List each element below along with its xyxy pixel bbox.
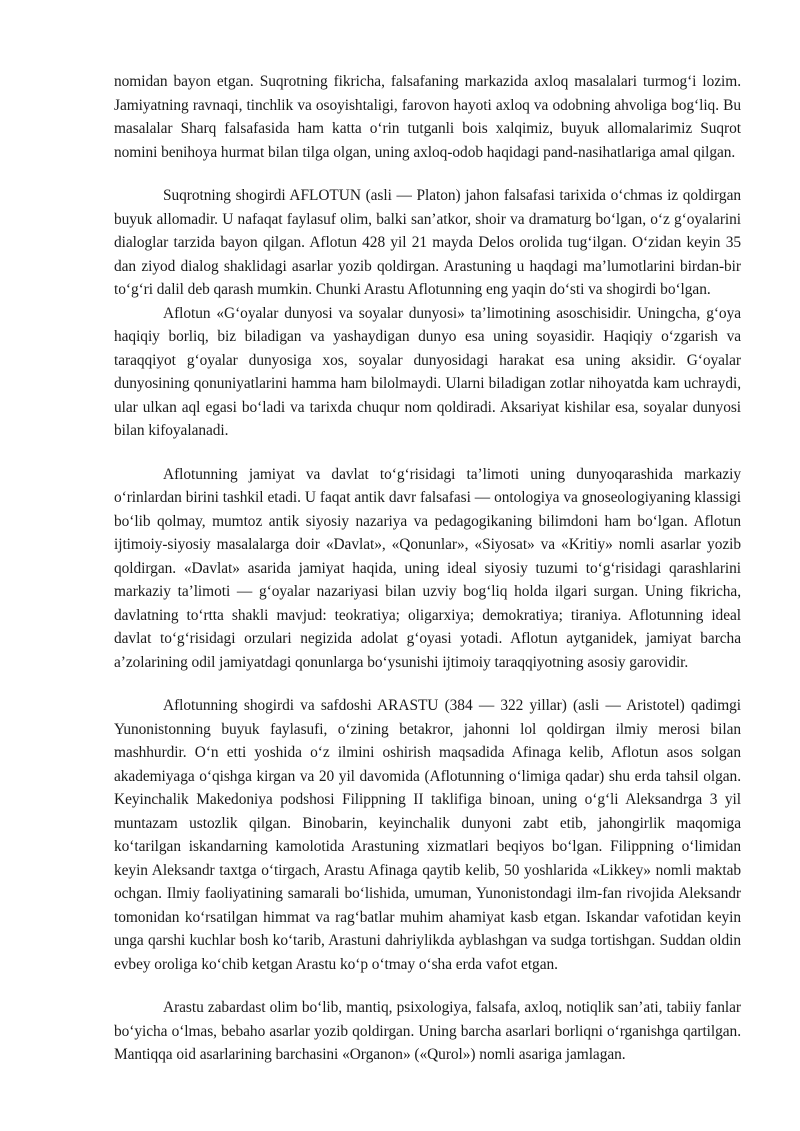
paragraph-spacer bbox=[114, 976, 741, 996]
paragraph-spacer bbox=[114, 164, 741, 184]
document-page bbox=[114, 70, 741, 1067]
paragraph-spacer bbox=[114, 674, 741, 694]
paragraph-continuation: nomidan bayon etgan. Suqrotning fikricha, falsafaning markazida axloq masalalari turmogʻi lozim. Jamiyatning ravnaqi, tinchlik va osoyishtaligi, farovon hayoti axloq va odobning ahvoliga bogʻliq. Bu masalalar Sharq falsafasida ham katta oʻrin tutganli bois xalqimiz, buyuk allomalarimiz Suqrot nomini benihoya hurmat bilan tilga olgan, uning axloq-odob haqidagi pand-nasihatlariga amal qilgan. bbox=[114, 73, 741, 161]
paragraph-arastu-works: Arastu zabardast olim boʻlib, mantiq, psixologiya, falsafa, axloq, notiqlik san’ati, tabiiy fanlar boʻyicha oʻlmas, bebaho asarlar yozib qoldirgan. Uning barcha asarlari borliqni oʻrganishga qartilgan. Mantiqqa oid asarlarining barchasini «Organon» («Qurol») nomli asariga jamlagan. bbox=[114, 999, 741, 1063]
paragraph-aflotun-intro: Suqrotning shogirdi AFLOTUN (asli — Platon) jahon falsafasi tarixida oʻchmas iz qoldirgan buyuk allomadir. U nafaqat faylasuf olim, balki san’atkor, shoir va dramaturg boʻlgan, oʻz gʻoyalarini dialoglar tarzida bayon qilgan. Aflotun 428 yil 21 mayda Delos orolida tugʻilgan. Oʻzidan keyin 35 dan ziyod dialog shaklidagi asarlar yozib qoldirgan. Arastuning u haqdagi ma’lumotlarini birdan-bir toʻgʻri dalil deb qarash mumkin. Chunki Arastu Aflotunning eng yaqin doʻsti va shogirdi boʻlgan. bbox=[114, 187, 741, 298]
paragraph-spacer bbox=[114, 443, 741, 463]
paragraph-arastu-biography: Aflotunning shogirdi va safdoshi ARASTU (384 — 322 yillar) (asli — Aristotel) qadimgi Yunonistonning buyuk faylasufi, oʻzining betakror, jahonni lol qoldirgan ilmiy merosi bilan mashhurdir. Oʻn etti yoshida oʻz ilmini oshirish maqsadida Afinaga kelib, Aflotun asos solgan akademiyaga oʻqishga kirgan va 20 yil davomida (Aflotunning oʻlimiga qadar) shu erda tahsil olgan. Keyinchalik Makedoniya podshosi Filippning II taklifiga binoan, uning oʻgʻli Aleksandrga 3 yil muntazam ustozlik qilgan. Binobarin, keyinchalik dunyoni zabt etib, jahongirlik maqomiga koʻtarilgan iskandarning kamolotida Arastuning xizmatlari beqiyos boʻlgan. Filippning oʻlimidan keyin Aleksandr taxtga oʻtirgach, Arastu Afinaga qaytib kelib, 50 yoshlarida «Likkey» nomli maktab ochgan. Ilmiy faoliyatining samarali boʻlishida, umuman, Yunonistondagi ilm-fan rivojida Aleksandr tomonidan koʻrsatilgan himmat va ragʻbatlar muhim ahamiyat kasb etgan. Iskandar vafotidan keyin unga qarshi kuchlar bosh koʻtarib, Arastuni dahriylikda ayblashgan va sudga tortishgan. Suddan oldin evbey oroliga koʻchib ketgan Arastu koʻp oʻtmay oʻsha erda vafot etgan. bbox=[114, 697, 741, 973]
paragraph-ideas-and-shadows: Aflotun «Gʻoyalar dunyosi va soyalar dunyosi» ta’limotining asoschisidir. Uningcha, gʻoya haqiqiy borliq, biz biladigan va yashaydigan dunyo esa uning soyasidir. Haqiqiy oʻzgarish va taraqqiyot gʻoyalar dunyosiga xos, soyalar dunyosidagi harakat esa uning aksidir. Gʻoyalar dunyosining qonuniyatlarini hamma ham bilolmaydi. Ularni biladigan zotlar nihoyatda kam uchraydi, ular ulkan aql egasi boʻladi va tarixda chuqur nom qoldiradi. Aksariyat kishilar esa, soyalar dunyosi bilan kifoyalanadi. bbox=[114, 304, 741, 439]
paragraph-state-doctrine: Aflotunning jamiyat va davlat toʻgʻrisidagi ta’limoti uning dunyoqarashida markaziy oʻrinlardan birini tashkil etadi. U faqat antik davr falsafasi — ontologiya va gnoseologiyaning klassigi boʻlib qolmay, mumtoz antik siyosiy nazariya va pedagogikaning bilimdoni ham boʻlgan. Aflotun ijtimoiy-siyosiy masalalarga doir «Davlat», «Qonunlar», «Siyosat» va «Kritiy» nomli asarlar yozib qoldirgan. «Davlat» asarida jamiyat haqida, uning ideal siyosiy tuzumi toʻgʻrisidagi qarashlarini markaziy ta’limoti — gʻoyalar nazariyasi bilan uzviy bogʻliq holda ilgari surgan. Uning fikricha, davlatning toʻrtta shakli mavjud: teokratiya; oligarxiya; demokratiya; tiraniya. Aflotunning ideal davlat toʻgʻrisidagi orzulari negizida adolat gʻoyasi yotadi. Aflotun aytganidek, jamiyat barcha a’zolarining odil jamiyatdagi qonunlarga boʻysunishi ijtimoiy taraqqiyotning asosiy garovidir. bbox=[114, 465, 741, 671]
